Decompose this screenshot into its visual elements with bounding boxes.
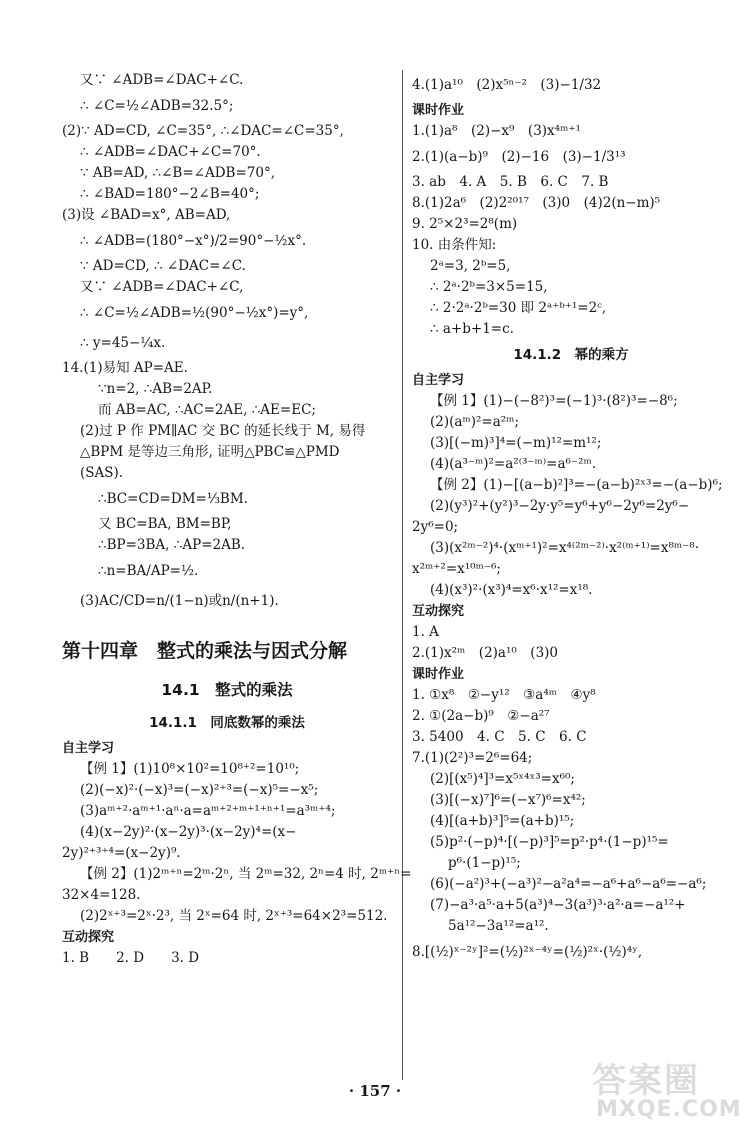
text-line: 1. ①x⁸ ②−y¹² ③a⁴ᵐ ④y⁸ <box>412 687 596 703</box>
text-line: ∴ ∠BAD=180°−2∠B=40°; <box>80 186 260 202</box>
column-divider <box>402 70 403 1080</box>
text-line: 1. A <box>412 624 439 640</box>
text-line: (4)(x³)²·(x³)⁴=x⁶·x¹²=x¹⁸. <box>430 582 593 598</box>
text-line: 1. B 2. D 3. D <box>62 950 200 966</box>
section-title: 14.1 整式的乘法 <box>161 681 293 699</box>
text-line: 【例 2】(1)2ᵐ⁺ⁿ=2ᵐ·2ⁿ, 当 2ᵐ=32, 2ⁿ=4 时, 2ᵐ⁺ⁿ= <box>80 866 412 882</box>
text-line: (2)(aᵐ)²=a²ᵐ; <box>430 414 519 430</box>
text-line: ∴ 2·2ᵃ·2ᵇ=30 即 2ᵃ⁺ᵇ⁺¹=2ᶜ, <box>430 300 607 316</box>
text-line: 8.(1)2a⁶ (2)2²⁰¹⁷ (3)0 (4)2(n−m)⁵ <box>412 195 661 211</box>
text-line: 2y⁶=0; <box>412 519 459 535</box>
text-line: 14.(1)易知 AP=AE. <box>62 360 188 376</box>
text-line: ∴ ∠ADB=∠DAC+∠C=70°. <box>80 144 261 160</box>
text-line: 32×4=128. <box>62 887 141 903</box>
text-line: △BPM 是等边三角形, 证明△PBC≌△PMD <box>80 444 340 460</box>
text-line: (3)(x²ᵐ⁻²)⁴·(xᵐ⁺¹)²=x⁴⁽²ᵐ⁻²⁾·x²⁽ᵐ⁺¹⁾=x⁸ᵐ⁻⁸· <box>430 540 699 556</box>
subsection-title: 14.1.2 幂的乘方 <box>513 347 629 363</box>
text-line: 2y)²⁺³⁺⁴=(x−2y)⁹. <box>62 845 181 861</box>
text-line: 7.(1)(2²)³=2⁶=64; <box>412 750 533 766</box>
text-line: ∴BP=3BA, ∴AP=2AB. <box>98 537 246 553</box>
subsection-title: 14.1.1 同底数幂的乘法 <box>149 715 305 731</box>
block-heading: 互动探究 <box>412 604 465 619</box>
watermark-url: MXQE.COM <box>596 1097 742 1122</box>
text-line: x²ᵐ⁺²=x¹⁰ᵐ⁻⁶; <box>412 561 501 577</box>
text-line: (3)AC/CD=n/(1−n)或n/(n+1). <box>80 593 279 609</box>
text-line: (SAS). <box>80 465 124 481</box>
text-line: ∴BC=CD=DM=⅓BM. <box>98 491 248 507</box>
text-line: 8.[(½)ˣ⁻²ʸ]²=(½)²ˣ⁻⁴ʸ=(½)²ˣ·(½)⁴ʸ, <box>412 944 643 960</box>
text-line: ∴ 2ᵃ·2ᵇ=3×5=15, <box>430 279 548 295</box>
text-line: 3. 5400 4. C 5. C 6. C <box>412 729 587 745</box>
text-line: (2)(−x)²·(−x)³=(−x)²⁺³=(−x)⁵=−x⁵; <box>80 782 319 798</box>
chapter-title: 第十四章 整式的乘法与因式分解 <box>62 640 348 662</box>
right-column <box>412 70 730 967</box>
left-column <box>62 70 412 969</box>
text-line: ∴ y=45−¼x. <box>80 335 166 351</box>
text-line: (2)过 P 作 PM∥AC 交 BC 的延长线于 M, 易得 <box>80 423 366 439</box>
text-line: ∴ a+b+1=c. <box>430 321 514 337</box>
text-line: (3)aᵐ⁺²·aᵐ⁺¹·aⁿ·a=aᵐ⁺²⁺ᵐ⁺¹⁺ⁿ⁺¹=a³ᵐ⁺⁴; <box>80 803 336 819</box>
text-line: ∴n=BA/AP=½. <box>98 563 199 579</box>
text-line: 10. 由条件知: <box>412 237 497 253</box>
block-heading: 自主学习 <box>412 373 465 388</box>
text-line: (2)2ˣ⁺³=2ˣ·2³, 当 2ˣ=64 时, 2ˣ⁺³=64×2³=512. <box>80 908 388 924</box>
text-line: (2)∵ AD=CD, ∠C=35°, ∴∠DAC=∠C=35°, <box>62 123 344 139</box>
text-line: 9. 2⁵×2³=2⁸(m) <box>412 216 518 232</box>
block-heading: 课时作业 <box>412 103 465 118</box>
text-line: (6)(−a²)³+(−a³)²−a²a⁴=−a⁶+a⁶−a⁶=−a⁶; <box>430 876 707 892</box>
text-line: (7)−a³·a⁵·a+5(a³)⁴−3(a³)³·a²·a=−a¹²+ <box>430 897 686 913</box>
block-heading: 课时作业 <box>412 667 465 682</box>
text-line: 2ᵃ=3, 2ᵇ=5, <box>430 258 511 274</box>
text-line: ∴ ∠C=½∠ADB=32.5°; <box>80 98 234 114</box>
text-line: (3)设 ∠BAD=x°, AB=AD, <box>62 207 231 223</box>
text-line: ∴ ∠C=½∠ADB=½(90°−½x°)=y°, <box>80 305 309 321</box>
text-line: (4)[(a+b)³]⁵=(a+b)¹⁵; <box>430 813 575 829</box>
text-line: 又∵ ∠ADB=∠DAC+∠C. <box>80 72 244 88</box>
text-line: 5a¹²−3a¹²=a¹². <box>448 918 549 934</box>
text-line: 2. ①(2a−b)⁹ ②−a²⁷ <box>412 708 550 724</box>
block-heading: 互动探究 <box>62 930 115 945</box>
text-line: 4.(1)a¹⁰ (2)x⁵ⁿ⁻² (3)−1/32 <box>412 77 602 93</box>
text-line: 3. ab 4. A 5. B 6. C 7. B <box>412 174 609 190</box>
text-line: (4)(a³⁻ᵐ)²=a²⁽³⁻ᵐ⁾=a⁶⁻²ᵐ. <box>430 456 597 472</box>
text-line: 1.(1)a⁸ (2)−x⁹ (3)x⁴ᵐ⁺¹ <box>412 123 581 139</box>
watermark-logo-text: 答案圈 <box>592 1061 700 1101</box>
text-line: ∵ AD=CD, ∴ ∠DAC=∠C. <box>80 258 246 274</box>
block-heading: 自主学习 <box>62 741 115 756</box>
text-line: p⁶·(1−p)¹⁵; <box>448 855 521 871</box>
text-line: 【例 1】(1)10⁸×10²=10⁸⁺²=10¹⁰; <box>80 761 300 777</box>
text-line: 又 BC=BA, BM=BP, <box>98 516 232 532</box>
text-line: 2.(1)(a−b)⁹ (2)−16 (3)−1/3¹³ <box>412 149 626 165</box>
text-line: (3)[(−x)⁷]⁶=(−x⁷)⁶=x⁴²; <box>430 792 586 808</box>
text-line: 2.(1)x²ᵐ (2)a¹⁰ (3)0 <box>412 645 559 661</box>
text-line: ∴ ∠ADB=(180°−x°)/2=90°−½x°. <box>80 233 307 249</box>
text-line: (5)p²·(−p)⁴·[(−p)³]⁵=p²·p⁴·(1−p)¹⁵= <box>430 834 669 850</box>
text-line: ∵n=2, ∴AB=2AP. <box>98 381 213 397</box>
text-line: 又∵ ∠ADB=∠DAC+∠C, <box>80 279 244 295</box>
text-line: (4)(x−2y)²·(x−2y)³·(x−2y)⁴=(x− <box>80 824 297 840</box>
page-number: · 157 · <box>348 1082 402 1100</box>
text-line: 【例 1】(1)−(−8²)³=(−1)³·(8²)³=−8⁶; <box>430 393 678 409</box>
text-line: ∵ AB=AD, ∴∠B=∠ADB=70°, <box>80 165 276 181</box>
text-line: (2)(y³)²+(y²)³−2y·y⁵=y⁶+y⁶−2y⁶=2y⁶− <box>430 498 690 514</box>
site-watermark <box>582 1049 742 1127</box>
text-line: (3)[(−m)³]⁴=(−m)¹²=m¹²; <box>430 435 602 451</box>
text-line: 【例 2】(1)−[(a−b)²]³=−(a−b)²ˣ³=−(a−b)⁶; <box>430 477 723 493</box>
text-line: (2)[(x⁵)⁴]³=x⁵ˣ⁴ˣ³=x⁶⁰; <box>430 771 575 787</box>
text-line: 而 AB=AC, ∴AC=2AE, ∴AE=EC; <box>98 402 316 418</box>
